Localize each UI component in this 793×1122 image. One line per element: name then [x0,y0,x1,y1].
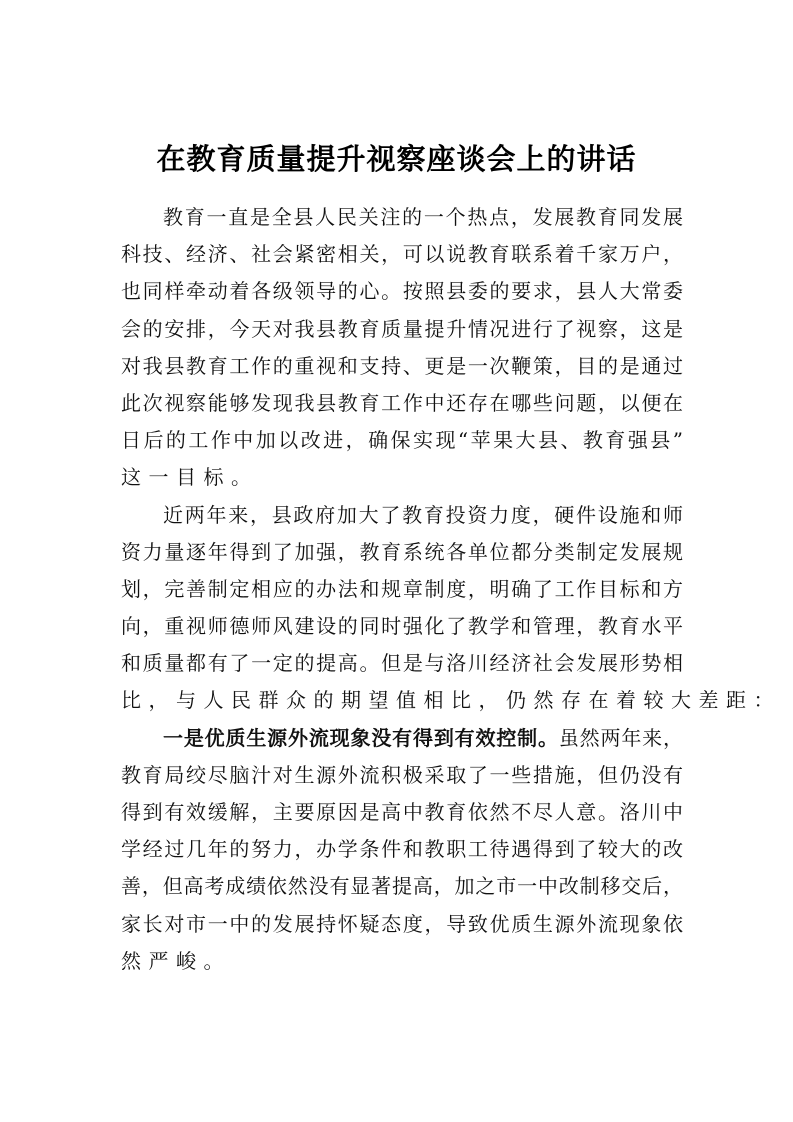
text-line: 日后的工作中加以改进，确保实现“苹果大县、教育强县” [121,428,683,453]
text-line: 和质量都有了一定的提高。但是与洛川经济社会发展形势相 [121,651,683,676]
text-line: 对我县教育工作的重视和支持、更是一次鞭策，目的是通过 [121,353,683,378]
text-line: 教育局绞尽脑汁对生源外流积极采取了一些措施，但仍没有 [121,762,683,787]
lead-rest: 虽然两年来， [558,725,684,750]
text-line: 比，与人民群众的期望值相比，仍然存在着较大差距： [121,688,781,713]
text-line: 科技、经济、社会紧密相关，可以说教育联系着千家万户， [121,242,683,267]
text-line: 善，但高考成绩依然没有显著提高，加之市一中改制移交后， [121,874,683,899]
bold-lead-sentence: 一是优质生源外流现象没有得到有效控制。 [163,725,559,750]
text-line: 这一目标。 [121,465,259,490]
text-line: 也同样牵动着各级领导的心。按照县委的要求，县人大常委 [121,279,683,304]
text-line: 得到有效缓解，主要原因是高中教育依然不尽人意。洛川中 [121,800,683,824]
text-line: 资力量逐年得到了加强，教育系统各单位都分类制定发展规 [121,539,683,564]
text-line: 家长对市一中的发展持怀疑态度，导致优质生源外流现象依 [121,911,683,936]
paragraph-1 [121,199,683,497]
paragraph-2 [121,497,781,720]
text-line: 然严峻。 [121,948,231,973]
text-line: 划，完善制定相应的办法和规章制度，明确了工作目标和方 [121,576,683,601]
text-line: 此次视察能够发现我县教育工作中还存在哪些问题，以便在 [121,390,683,415]
text-line: 会的安排，今天对我县教育质量提升情况进行了视察，这是 [121,316,683,341]
document-title: 在教育质量提升视察座谈会上的讲话 [156,142,637,176]
text-line: 学经过几年的努力，办学条件和教职工待遇得到了较大的改 [121,837,683,862]
text-line: 向，重视师德师风建设的同时强化了教学和管理，教育水平 [121,614,683,639]
text-line [121,720,683,757]
text-line: 近两年来，县政府加大了教育投资力度，硬件设施和师 [163,502,683,527]
document-body [121,199,781,980]
paragraph-3 [121,720,683,980]
text-line: 教育一直是全县人民关注的一个热点，发展教育同发展 [163,205,683,229]
